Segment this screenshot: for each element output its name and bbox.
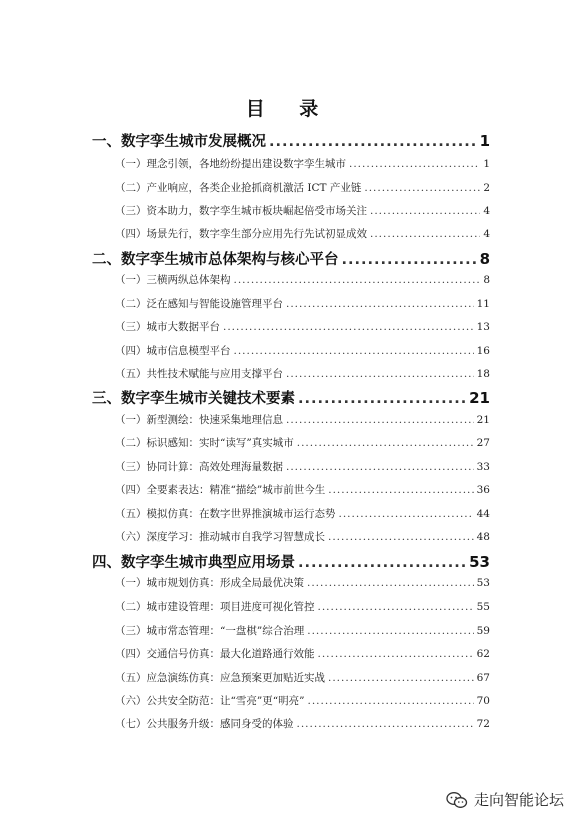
toc-section[interactable] [115, 180, 490, 195]
dot-leader [328, 672, 474, 684]
section-page-number: 16 [476, 345, 490, 357]
section-number: （五） [115, 368, 147, 380]
toc-section[interactable] [115, 272, 490, 287]
section-title: 深度学习：推动城市自我学习智慧成长 [146, 531, 325, 543]
section-title: 场景先行，数字孪生部分应用先行先试初显成效 [146, 228, 367, 240]
toc-section[interactable] [115, 670, 490, 685]
section-number: （一） [115, 414, 147, 426]
section-page-number: 2 [483, 182, 490, 194]
section-page-number: 70 [476, 695, 490, 707]
dot-leader [364, 182, 480, 194]
dot-leader [234, 345, 474, 357]
toc-section[interactable] [115, 623, 490, 638]
section-title: 公共服务升级：感同身受的体验 [146, 718, 294, 730]
dot-leader [286, 461, 474, 473]
section-page-number: 44 [476, 508, 490, 520]
section-title: 产业响应，各类企业抢抓商机激活 ICT 产业链 [146, 182, 362, 194]
section-title: 三横两纵总体架构 [146, 274, 231, 286]
section-title: 城市大数据平台 [146, 321, 220, 333]
chapter-number: 三、 [92, 391, 121, 407]
dot-leader [286, 414, 474, 426]
section-number: （二） [115, 601, 147, 613]
dot-leader [328, 484, 473, 496]
dot-leader [297, 437, 474, 449]
chapter-number: 二、 [92, 252, 121, 268]
section-title: 新型测绘：快速采集地理信息 [146, 414, 283, 426]
toc-section[interactable] [115, 343, 490, 358]
dot-leader [269, 134, 477, 150]
section-number: （四） [115, 648, 147, 660]
section-title: 模拟仿真：在数字世界推演城市运行态势 [146, 508, 336, 520]
section-page-number: 21 [476, 414, 490, 426]
section-page-number: 18 [476, 368, 490, 380]
section-page-number: 55 [476, 601, 490, 613]
toc-section[interactable] [115, 203, 490, 218]
toc-section[interactable] [115, 156, 490, 171]
section-number: （二） [115, 298, 147, 310]
toc-title: 目 录 [245, 98, 333, 120]
toc-section[interactable] [115, 482, 490, 497]
section-title: 城市信息模型平台 [146, 345, 231, 357]
section-title: 城市常态管理：“一盘棋”综合治理 [146, 625, 305, 637]
brand-name: 走向智能论坛 [473, 791, 564, 809]
chapter-title: 数字孪生城市关键技术要素 [121, 391, 295, 407]
section-page-number: 48 [476, 531, 490, 543]
section-page-number: 13 [476, 321, 490, 333]
toc-section[interactable] [115, 529, 490, 544]
section-number: （四） [115, 228, 147, 240]
section-title: 资本助力，数字孪生城市板块崛起倍受市场关注 [146, 205, 367, 217]
section-page-number: 53 [476, 577, 490, 589]
section-page-number: 27 [476, 437, 490, 449]
section-page-number: 72 [476, 718, 490, 730]
section-number: （三） [115, 205, 147, 217]
toc-section[interactable] [115, 506, 490, 521]
section-page-number: 33 [476, 461, 490, 473]
dot-leader [370, 228, 480, 240]
chapter-page-number: 21 [469, 389, 490, 407]
dot-leader [342, 252, 477, 268]
section-title: 全要素表达：精准“描绘”城市前世今生 [146, 484, 326, 496]
section-number: （一） [115, 158, 147, 170]
section-title: 泛在感知与智能设施管理平台 [146, 298, 283, 310]
toc-section[interactable] [115, 319, 490, 334]
dot-leader [298, 555, 466, 571]
section-number: （三） [115, 625, 147, 637]
section-page-number: 1 [483, 158, 490, 170]
dot-leader [286, 368, 474, 380]
dot-leader [307, 625, 473, 637]
dot-leader [234, 274, 481, 286]
dot-leader [318, 648, 474, 660]
dot-leader [286, 298, 474, 310]
toc-section[interactable] [115, 459, 490, 474]
section-number: （七） [115, 718, 147, 730]
section-number: （四） [115, 484, 147, 496]
dot-leader [370, 205, 480, 217]
chapter-page-number: 1 [479, 132, 490, 150]
chapter-page-number: 53 [469, 553, 490, 571]
chapter-number: 一、 [92, 134, 121, 150]
section-page-number: 11 [476, 298, 490, 310]
section-number: （二） [115, 437, 147, 449]
dot-leader [307, 695, 473, 707]
brand-watermark [446, 789, 564, 810]
chapter-number: 四、 [92, 555, 121, 571]
toc-section[interactable] [115, 435, 490, 450]
toc-section[interactable] [115, 412, 490, 427]
section-page-number: 62 [476, 648, 490, 660]
section-title: 理念引领，各地纷纷提出建设数字孪生城市 [146, 158, 346, 170]
section-title: 共性技术赋能与应用支撑平台 [146, 368, 283, 380]
toc-chapter-2[interactable] [92, 248, 490, 269]
toc-section[interactable] [115, 646, 490, 661]
section-number: （四） [115, 345, 147, 357]
toc-section[interactable] [115, 693, 490, 708]
section-number: （五） [115, 508, 147, 520]
section-title: 公共安全防范：让“雪亮”更“明亮” [146, 695, 305, 707]
section-page-number: 4 [483, 228, 490, 240]
section-number: （三） [115, 321, 147, 333]
section-title: 交通信号仿真：最大化道路通行效能 [146, 648, 315, 660]
toc-section[interactable] [115, 226, 490, 241]
dot-leader [223, 321, 474, 333]
toc-section[interactable] [115, 599, 490, 614]
section-number: （一） [115, 274, 147, 286]
dot-leader [297, 718, 474, 730]
section-page-number: 4 [483, 205, 490, 217]
toc-chapter-3[interactable] [92, 387, 490, 408]
section-number: （六） [115, 695, 147, 707]
wechat-logo-icon [446, 791, 468, 809]
dot-leader [349, 158, 480, 170]
section-number: （二） [115, 182, 147, 194]
section-number: （一） [115, 577, 147, 589]
toc-chapter-4[interactable] [92, 551, 490, 572]
toc-section[interactable] [115, 296, 490, 311]
chapter-page-number: 8 [479, 250, 490, 268]
dot-leader [307, 577, 474, 589]
toc-section[interactable] [115, 366, 490, 381]
section-page-number: 36 [476, 484, 490, 496]
dot-leader [339, 508, 474, 520]
dot-leader [318, 601, 474, 613]
toc-section[interactable] [115, 575, 490, 590]
section-page-number: 67 [476, 672, 490, 684]
section-page-number: 8 [483, 274, 490, 286]
chapter-title: 数字孪生城市发展概况 [121, 134, 266, 150]
section-title: 城市建设管理：项目进度可视化管控 [146, 601, 315, 613]
toc-section[interactable] [115, 716, 490, 731]
section-page-number: 59 [476, 625, 490, 637]
chapter-title: 数字孪生城市总体架构与核心平台 [121, 252, 339, 268]
chapter-title: 数字孪生城市典型应用场景 [121, 555, 295, 571]
section-number: （三） [115, 461, 147, 473]
section-title: 协同计算：高效处理海量数据 [146, 461, 283, 473]
section-number: （六） [115, 531, 147, 543]
section-title: 标识感知：实时“读写”真实城市 [146, 437, 294, 449]
section-title: 应急演练仿真：应急预案更加贴近实战 [146, 672, 325, 684]
section-title: 城市规划仿真：形成全局最优决策 [146, 577, 304, 589]
section-number: （五） [115, 672, 147, 684]
dot-leader [298, 391, 466, 407]
toc-chapter-1[interactable] [92, 130, 490, 151]
dot-leader [328, 531, 474, 543]
